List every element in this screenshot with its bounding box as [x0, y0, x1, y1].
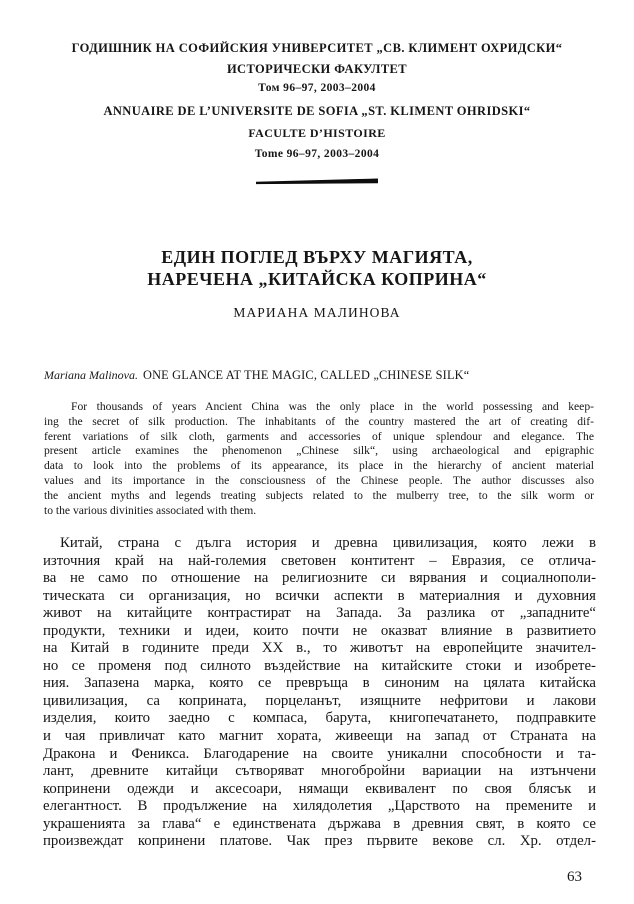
body-line: ния. Запазена марка, която се превръща в синоним на цялата китайска: [43, 675, 596, 692]
body-line: произвеждат копринени платове. Чак през първите векове сл. Хр. отдел-: [43, 833, 596, 850]
body-line: живот на китайците контрастират на Запада. За разлика от „западните“: [43, 605, 596, 622]
abstract-line: the ancient myths and legends treating subjects related to the mulberry tree, to the silk worm or: [44, 488, 594, 502]
body-line: копринени одежди и аксесоари, нямащи еквивалент по своя блясък и: [43, 780, 596, 797]
body-line: и чая привличат като магнит хората, живеещи на запад от Страната на: [43, 728, 596, 745]
body-line: изделия, които заедно с компаса, барута, книгопечатането, подправките: [43, 710, 596, 727]
volume-info-fr: Tome 96–97, 2003–2004: [254, 148, 380, 160]
journal-title-bg: ГОДИШНИК НА СОФИЙСКИЯ УНИВЕРСИТЕТ „СВ. КЛИМЕНТ ОХРИДСКИ“: [71, 41, 563, 55]
body-line: източния край на най-големия световен контитент – Евразия, се отлича-: [43, 552, 596, 569]
article-title-line2: НАРЕЧЕНА „КИТАЙСКА КОПРИНА“: [147, 269, 487, 289]
article-title-line1: ЕДИН ПОГЛЕД ВЪРХУ МАГИЯТА,: [161, 247, 473, 267]
abstract-text: [44, 400, 594, 518]
body-line: ва не само по отношение на религиозните си вярвания и социалнополи-: [43, 570, 596, 587]
abstract-english-title: ONE GLANCE AT THE MAGIC, CALLED „CHINESE SILK“: [143, 368, 470, 382]
abstract-line: to the various divinities associated with them.: [44, 503, 257, 517]
body-text: [43, 535, 596, 851]
abstract-line: For thousands of years Ancient China was the only place in the world possessing and keep-: [71, 400, 594, 413]
abstract-line: data to look into the problems of its appearance, its place in the hierarchy of ancient material: [44, 459, 594, 473]
article-title: [0, 246, 634, 290]
body-line: на Китай в годините преди XX в., то животът на европейците значител-: [43, 640, 596, 657]
body-line: Дракона и Феникса. Благодарение на своите уникални способности и та-: [43, 745, 596, 762]
body-line: лант, древните китайци сътворяват многобройни вариации на изтънчени: [43, 763, 596, 780]
abstract-line: present article examines the phenomenon „Chinese silk“, using archaeological and epigraphic: [44, 444, 594, 458]
faculty-name-fr: FACULTE D’HISTOIRE: [248, 126, 386, 140]
decorative-rule: [256, 178, 378, 184]
abstract-line: ing the secret of silk production. The inhabitants of the country mastered the art of creating dif-: [44, 414, 594, 428]
body-line: украшенията за глава“ е единствената държава в древния свят, в която се: [43, 815, 596, 832]
body-line: елегантност. В продължение на хилядолетия „Царството на премените и: [43, 798, 596, 815]
abstract-heading: [44, 368, 594, 383]
author-name: МАРИАНА МАЛИНОВА: [233, 305, 401, 320]
body-line: цивилизация, са коприната, порцеланът, изящните нефритови и лакови: [43, 692, 596, 709]
faculty-name-bg: ИСТОРИЧЕСКИ ФАКУЛТЕТ: [226, 62, 408, 76]
body-line: тическата си организация, но всички аспекти в материалния и духовния: [43, 587, 596, 604]
abstract-author-italic: Mariana Malinova.: [44, 368, 138, 382]
body-line: Китай, страна с дълга история и древна цивилизация, която лежи в: [60, 535, 596, 551]
page-number: 63: [567, 869, 582, 885]
journal-title-fr: ANNUAIRE DE L’UNIVERSITE DE SOFIA „ST. KLIMENT OHRIDSKI“: [103, 104, 531, 118]
abstract-line: values and its importance in the consciousness of the Chinese people. The author discusses also: [44, 473, 594, 487]
abstract-line: ferent variations of silk cloth, garments and accessories of unique splendour and elegance. The: [44, 429, 594, 443]
body-line: но се променя под силното въздействие на китайските стоки и изобрете-: [43, 657, 596, 674]
volume-info-bg: Том 96–97, 2003–2004: [258, 82, 376, 94]
body-line: продукти, техники и идеи, които почти не оказват влияние в развитието: [43, 622, 596, 639]
